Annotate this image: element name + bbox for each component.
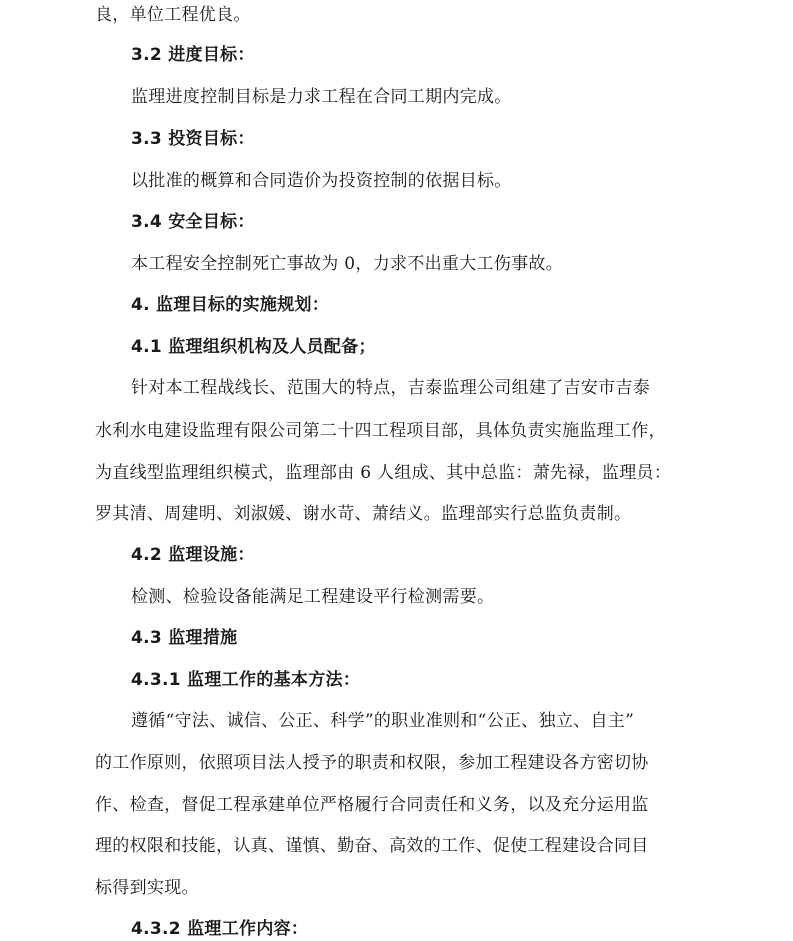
paragraph-line: 监理进度控制目标是力求工程在合同工期内完成。 bbox=[131, 87, 512, 107]
paragraph-line: 遵循“守法、诚信、公正、科学”的职业准则和“公正、独立、自主” bbox=[131, 711, 635, 731]
section-heading-4: 4. 监理目标的实施规划： bbox=[131, 295, 330, 315]
paragraph-line: 水利水电建设监理有限公司第二十四工程项目部，具体负责实施监理工作， bbox=[95, 421, 666, 441]
section-heading-4-3-1: 4.3.1 监理工作的基本方法： bbox=[131, 670, 361, 690]
paragraph-line: 的工作原则，依照项目法人授予的职责和权限，参加工程建设各方密切协 bbox=[95, 753, 649, 773]
paragraph-line: 理的权限和技能，认真、谨慎、勤奋、高效的工作、促使工程建设合同目 bbox=[95, 836, 649, 856]
section-heading-3-4: 3.4 安全目标： bbox=[131, 212, 255, 232]
section-heading-4-3-2: 4.3.2 监理工作内容： bbox=[131, 919, 309, 939]
paragraph-line: 以批准的概算和合同造价为投资控制的依据目标。 bbox=[131, 171, 512, 191]
paragraph-line: 标得到实现。 bbox=[95, 878, 199, 898]
section-heading-4-3: 4.3 监理措施 bbox=[131, 628, 238, 648]
paragraph-line: 本工程安全控制死亡事故为 0，力求不出重大工伤事故。 bbox=[131, 254, 564, 274]
paragraph-line: 罗其清、周建明、刘淑媛、谢水苛、萧结义。监理部实行总监负责制。 bbox=[95, 504, 632, 524]
section-heading-4-2: 4.2 监理设施： bbox=[131, 545, 255, 565]
paragraph-line: 作、检查，督促工程承建单位严格履行合同责任和义务，以及充分运用监 bbox=[95, 795, 649, 815]
paragraph-line: 良，单位工程优良。 bbox=[95, 5, 251, 25]
paragraph-line: 为直线型监理组织模式，监理部由 6 人组成、其中总监：萧先禄，监理员： bbox=[95, 463, 672, 483]
section-heading-4-1: 4.1 监理组织机构及人员配备； bbox=[131, 337, 376, 357]
paragraph-line: 针对本工程战线长、范围大的特点，吉泰监理公司组建了吉安市吉泰 bbox=[131, 378, 650, 398]
section-heading-3-2: 3.2 进度目标： bbox=[131, 45, 255, 65]
section-heading-3-3: 3.3 投资目标： bbox=[131, 129, 255, 149]
paragraph-line: 检测、检验设备能满足工程建设平行检测需要。 bbox=[131, 587, 495, 607]
